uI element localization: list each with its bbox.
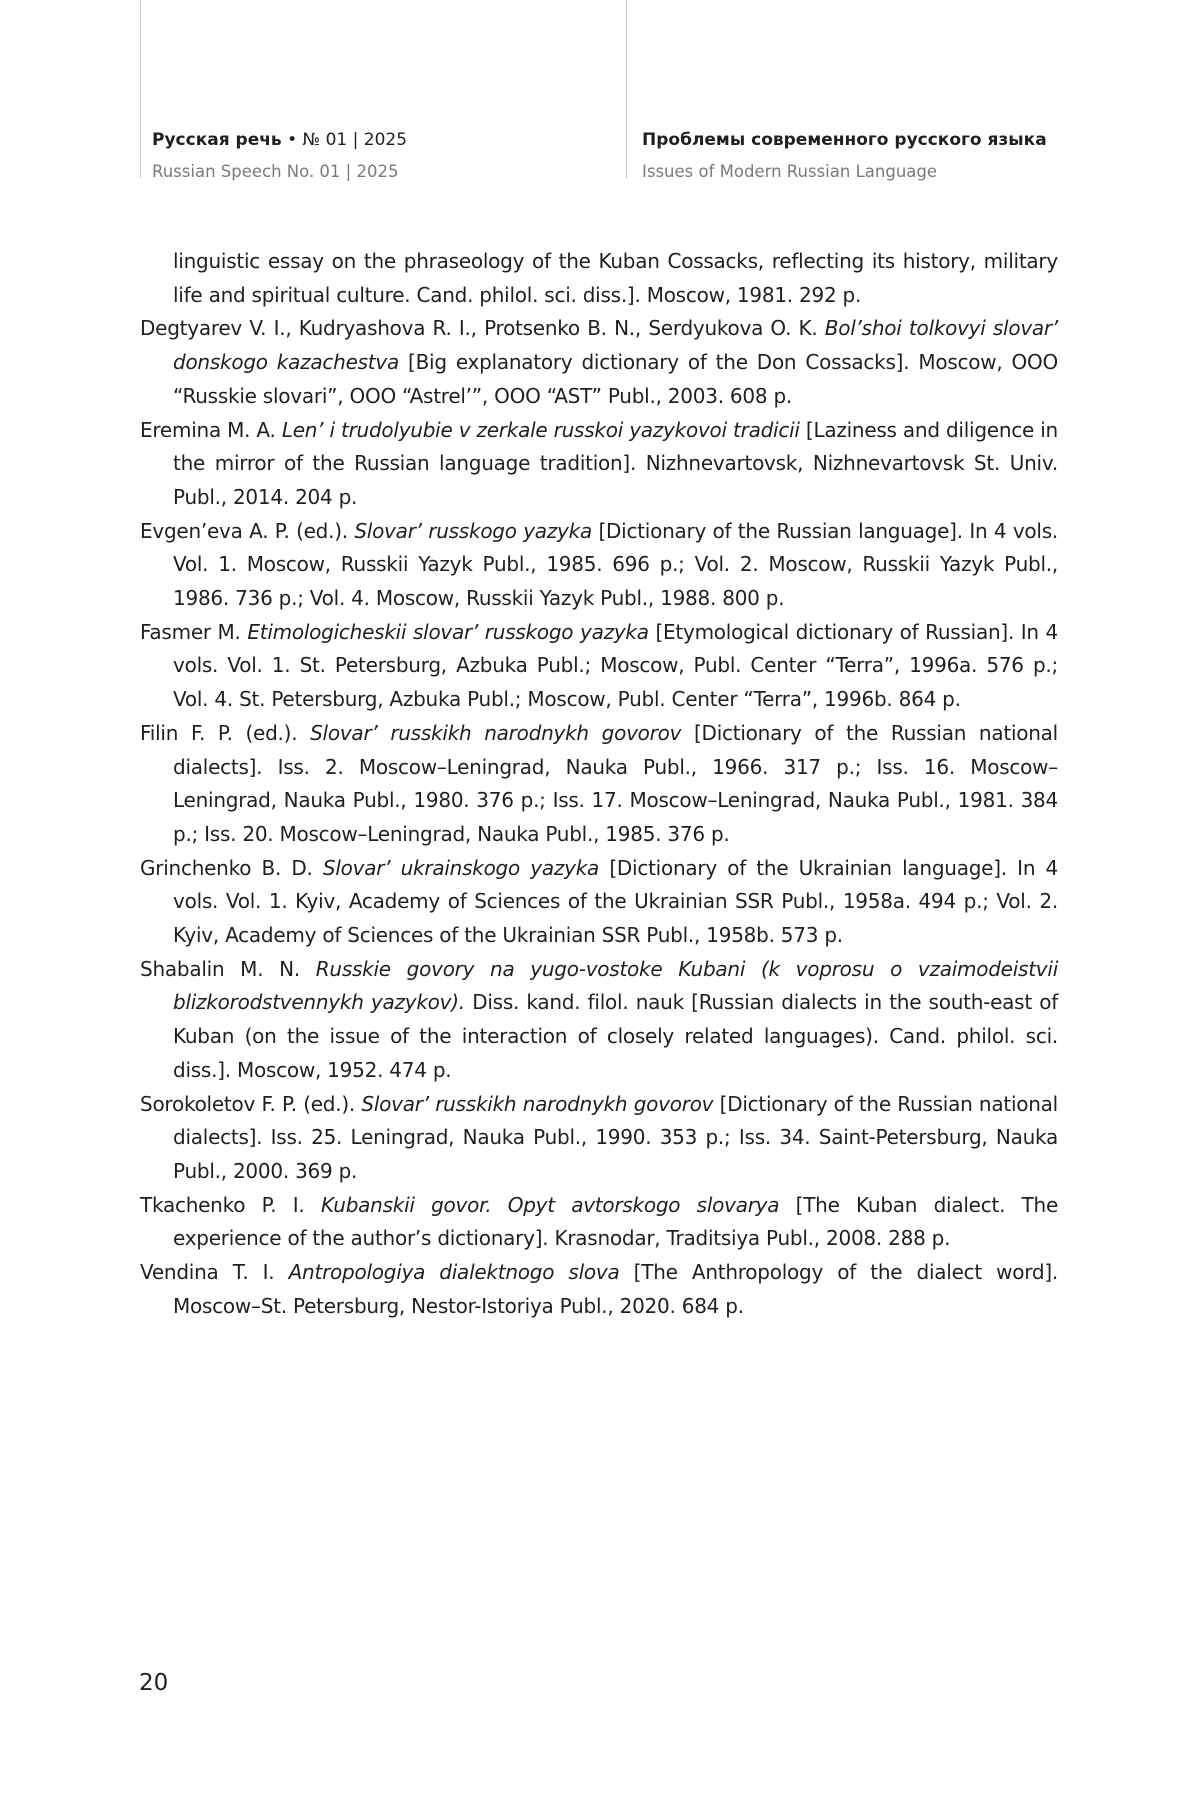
reference-item xyxy=(140,312,1058,413)
journal-issue-ru: № 01 | 2025 xyxy=(302,130,408,150)
ref-details: [Big explanatory dictionary of the Don Cossacks]. Moscow, OOO “Russkie slovari”, OOO “Astrel’”, OOO “AST” Publ., 2003. 608 p. xyxy=(173,350,1058,408)
reference-item xyxy=(140,717,1058,852)
page-number: 20 xyxy=(139,1670,169,1696)
reference-item xyxy=(140,616,1058,717)
ref-details: [Laziness and diligence in the mirror of the Russian language tradition]. Nizhnevartovsk, Nizhnevartovsk St. Univ. Publ., 2014. 204 p. xyxy=(173,417,1058,509)
ref-title: Russkie govory na yugo-vostoke Kubani (k voprosu o vzaimodeistvii blizkorodstvennykh yazykov). xyxy=(173,956,1058,1015)
ref-title: Bol’shoi tolkovyi slovar’ donskogo kazachestva xyxy=(173,316,1058,375)
reference-item xyxy=(140,414,1058,515)
ref-title: Slovar’ ukrainskogo yazyka xyxy=(322,855,600,880)
ref-details: [Dictionary of the Russian language]. In 4 vols. Vol. 1. Moscow, Russkii Yazyk Publ., 1985. 696 p.; Vol. 2. Moscow, Russkii Yazyk Publ., 1986. 736 p.; Vol. 4. Moscow, Russkii Yazyk Publ., 1988. 800 p. xyxy=(173,518,1058,611)
ref-details: Diss. kand. filol. nauk [Russian dialects in the south-east of Kuban (on the issue of the interaction of closely related languages). Cand. philol. sci. diss.]. Moscow, 1952. 474 p. xyxy=(173,990,1058,1082)
running-header-journal xyxy=(152,124,407,188)
ref-title: Len’ i trudolyubie v zerkale russkoi yazykovoi tradicii xyxy=(281,417,800,442)
ref-title: Etimologicheskii slovar’ russkogo yazyka xyxy=(247,619,649,644)
ref-details: [The Anthropology of the dialect word]. Moscow–St. Petersburg, Nestor-Istoriya Publ., 2020. 684 p. xyxy=(173,1260,1058,1318)
ref-details: [The Kuban dialect. The experience of the author’s dictionary]. Krasnodar, Traditsiya Publ., 2008. 288 p. xyxy=(173,1192,1059,1251)
ref-authors: Shabalin M. N. xyxy=(140,956,316,981)
references-list xyxy=(140,245,1058,1324)
reference-item xyxy=(140,953,1058,1088)
section-title-ru: Проблемы современного русского языка xyxy=(642,130,1047,150)
ref-details: [Dictionary of the Ukrainian language]. In 4 vols. Vol. 1. Kyiv, Academy of Sciences of the Ukrainian SSR Publ., 1958a. 494 p.; Vol. 2. Kyiv, Academy of Sciences of the Ukrainian SSR Publ., 1958b. 573 p. xyxy=(173,855,1059,948)
reference-continuation: linguistic essay on the phraseology of the Kuban Cossacks, reflecting its history, military life and spiritual culture. Cand. philol. sci. diss.]. Moscow, 1981. 292 p. xyxy=(173,249,1058,307)
reference-item xyxy=(140,1088,1058,1189)
reference-item xyxy=(140,515,1058,616)
ref-authors: Degtyarev V. I., Kudryashova R. I., Protsenko B. N., Serdyukova O. K. xyxy=(140,316,825,341)
running-header-section xyxy=(642,124,1047,188)
ref-details: [Dictionary of the Russian national dialects]. Iss. 25. Leningrad, Nauka Publ., 1990. 353 p.; Iss. 34. Saint-Petersburg, Nauka Publ., 2000. 369 p. xyxy=(173,1091,1058,1183)
reference-item xyxy=(140,852,1058,953)
ref-authors: Vendina T. I. xyxy=(140,1260,289,1285)
ref-authors: Fasmer M. xyxy=(140,619,248,644)
reference-item xyxy=(140,1256,1058,1323)
ref-authors: Evgen’eva A. P. (ed.). xyxy=(140,518,355,543)
ref-title: Kubanskii govor. Opyt avtorskogo slovarya xyxy=(320,1192,780,1217)
ref-title: Slovar’ russkikh narodnykh govorov xyxy=(361,1091,714,1116)
bullet-separator: • xyxy=(287,130,303,150)
journal-title-en: Russian Speech No. 01 | 2025 xyxy=(152,162,399,181)
ref-title: Antropologiya dialektnogo slova xyxy=(288,1260,620,1285)
ref-title: Slovar’ russkikh narodnykh govorov xyxy=(310,720,682,745)
ref-title: Slovar’ russkogo yazyka xyxy=(354,518,592,543)
section-title-en: Issues of Modern Russian Language xyxy=(642,162,938,181)
ref-authors: Grinchenko B. D. xyxy=(140,855,323,880)
ref-details: [Etymological dictionary of Russian]. In 4 vols. Vol. 1. St. Petersburg, Azbuka Publ.; Moscow, Publ. Center “Terra”, 1996a. 576 p.; Vol. 4. St. Petersburg, Azbuka Publ.; Moscow, Publ. Center “Terra”, 1996b. 864 p. xyxy=(173,619,1058,712)
ref-authors: Sorokoletov F. P. (ed.). xyxy=(140,1091,362,1116)
header-divider-left xyxy=(140,0,141,178)
ref-authors: Tkachenko P. I. xyxy=(140,1192,321,1217)
header-divider-right xyxy=(626,0,627,178)
reference-item xyxy=(140,1189,1058,1256)
ref-authors: Eremina M. A. xyxy=(140,417,282,442)
ref-details: [Dictionary of the Russian national dialects]. Iss. 2. Moscow–Leningrad, Nauka Publ., 1966. 317 p.; Iss. 16. Moscow–Leningrad, Nauka Publ., 1980. 376 p.; Iss. 17. Moscow–Leningrad, Nauka Publ., 1981. 384 p.; Iss. 20. Moscow–Leningrad, Nauka Publ., 1985. 376 p. xyxy=(173,720,1058,846)
ref-authors: Filin F. P. (ed.). xyxy=(140,720,311,745)
journal-title-ru: Русская речь xyxy=(152,130,282,150)
